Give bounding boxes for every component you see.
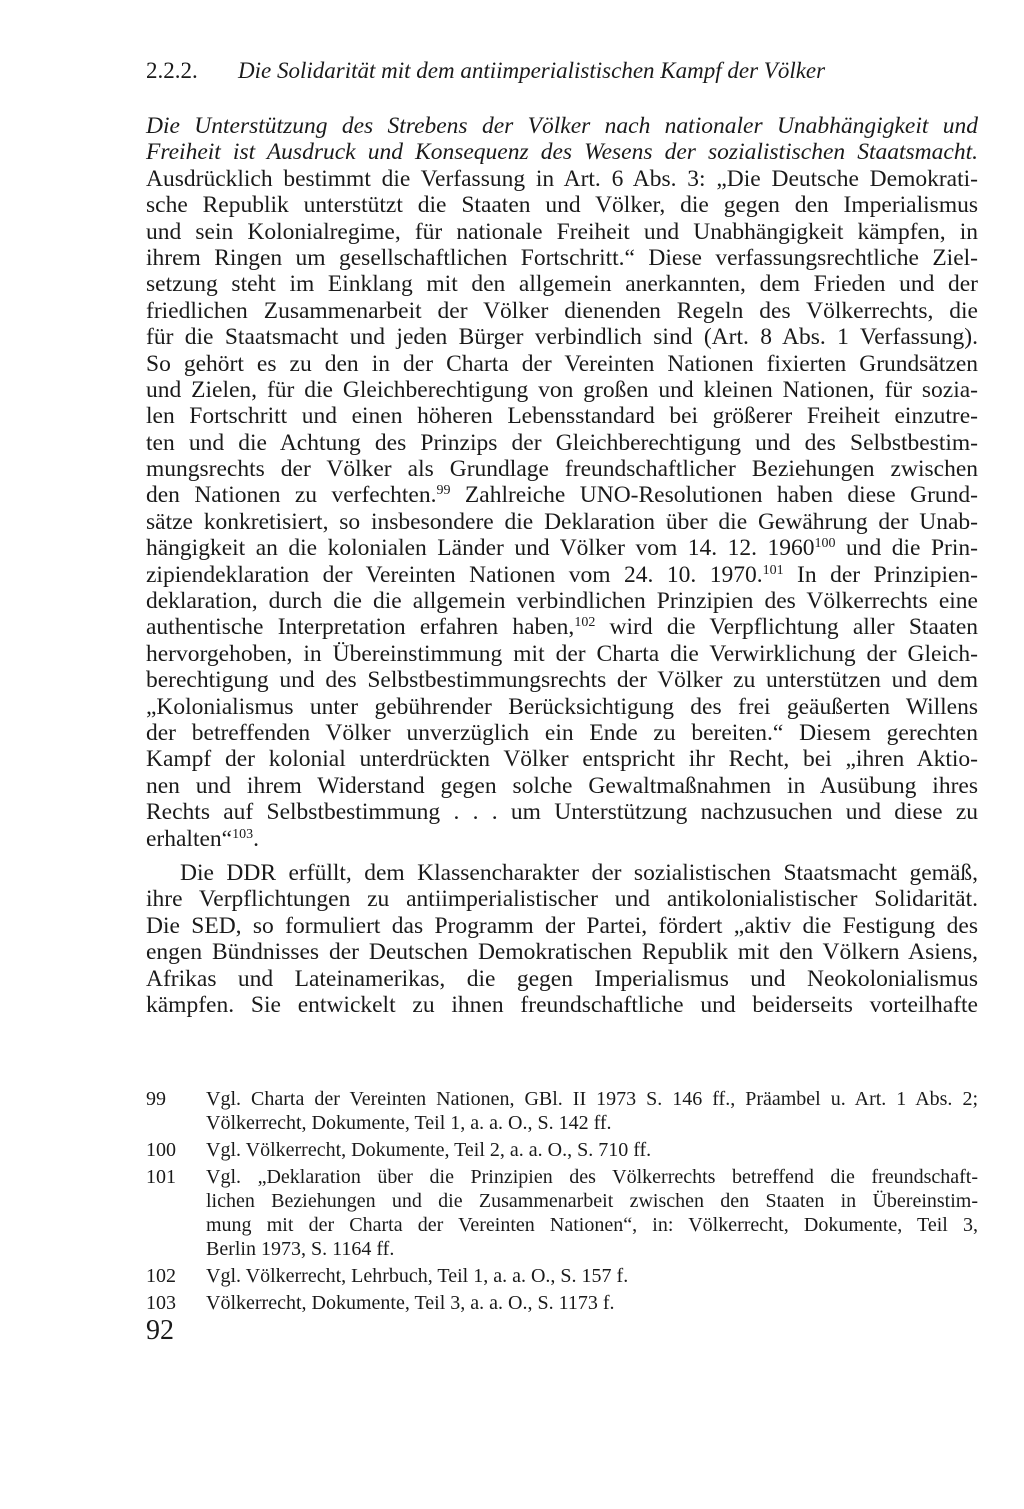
footnote-number: 100 [146,1139,176,1161]
footnote-text: Völkerrecht, Dokumente, Teil 3, a. a. O., S. 1173 f. [206,1292,615,1314]
paragraph [146,860,978,1018]
text-line: und Zielen, für die Gleichberechtigung von großen und kleinen Nationen, für sozia- [146,376,978,403]
text-line: nen und ihrem Widerstand gegen solche Gewaltmaßnahmen in Ausübung ihres [146,772,978,799]
text-line: Afrikas und Lateinamerikas, die gegen Imperialismus und Neokolonialismus [146,965,978,992]
text-line: Die Unterstützung des Strebens der Völker nach nationaler Unabhängigkeit und [146,113,978,139]
text-line: Freiheit ist Ausdruck und Konsequenz des Wesens der sozialistischen Staatsmacht. [146,139,978,166]
footnote-number: 102 [146,1265,176,1287]
paragraph [146,113,978,852]
text-line: Die SED, so formuliert das Programm der Partei, fördert „aktiv die Festigung des [146,912,978,939]
text-line: der betreffenden Völker unverzüglich ein Ende zu bereiten.“ Diesem gerechten [146,719,978,746]
text-line: hervorgehoben, in Übereinstimmung mit der Charta die Verwirklichung der Gleich- [146,640,978,667]
text-line: setzung steht im Einklang mit den allgemein anerkannten, dem Frieden und der [146,271,978,298]
footnotes [146,1087,978,1318]
footnote [146,1291,978,1315]
text-line: mungsrechts der Völker als Grundlage freundschaftlicher Beziehungen zwischen [146,456,978,483]
footnote-number: 101 [146,1166,176,1188]
footnote-reference[interactable]: 103 [232,826,254,842]
text-line: authentische Interpretation erfahren haben,$^{102}$ wird die Verpflichtung aller Staaten [146,614,978,641]
text-line: Kampf der kolonial unterdrückten Völker entspricht ihr Recht, bei „ihren Aktio- [146,746,978,773]
text-line: den Nationen zu verfechten.$^{99}$ Zahlreiche UNO-Resolutionen haben diese Grund- [146,482,978,509]
text-line: Die DDR erfüllt, dem Klassencharakter der sozialistischen Staatsmacht gemäß, [180,859,978,886]
text-line: Ausdrücklich bestimmt die Verfassung in Art. 6 Abs. 3: „Die Deutsche Demokrati- [146,165,978,192]
footnote-reference[interactable]: 101 [762,562,784,578]
text-line: für die Staatsmacht und jeden Bürger verbindlich sind (Art. 8 Abs. 1 Verfassung). [146,324,978,351]
text-line: kämpfen. Sie entwickelt zu ihnen freundschaftliche und beiderseits vorteilhafte [146,991,978,1018]
footnote-reference[interactable]: 99 [436,483,451,499]
footnote [146,1165,978,1261]
text-line: „Kolonialismus unter gebührender Berücksichtigung des frei geäußerten Willens [146,693,978,720]
footnote-reference[interactable]: 100 [814,536,836,552]
text-line: len Fortschritt und einen höheren Lebensstandard bei größerer Freiheit einzutre- [146,403,978,430]
text-line: sätze konkretisiert, so insbesondere die Deklaration über die Gewährung der Unab- [146,508,978,535]
text-line: ten und die Achtung des Prinzips der Gleichberechtigung und des Selbstbestim- [146,429,978,456]
text-line: Rechts auf Selbstbestimmung . . . um Unterstützung nachzusuchen und diese zu [146,799,978,826]
footnote-text: Vgl. Charta der Vereinten Nationen, GBl. II 1973 S. 146 ff., Präambel u. Art. 1 Abs. 2; Völkerrecht, Dokumente, Teil 1, a. a. O., S. 142 ff. [206,1088,978,1134]
text-line: ihrem Ringen um gesellschaftlichen Fortschritt.“ Diese verfassungsrechtliche Ziel- [146,244,978,271]
footnote-number: 99 [146,1088,166,1110]
page-number: 92 [146,1315,174,1346]
footnote-reference[interactable]: 102 [574,615,596,631]
text-line: engen Bündnisses der Deutschen Demokratischen Republik mit den Völkern Asiens, [146,939,978,966]
footnote-text: Vgl. „Deklaration über die Prinzipien des Völkerrechts betreffend die freundschaft- lichen Beziehungen und die Zusammenarbeit zwischen den Staaten in Übereinstim- mung mit der Charta der Vereinten Nationen“, in: Völkerrecht, Dokumente, Teil 3, Berlin 1973, S. 1164 ff. [206,1166,978,1260]
footnote [146,1264,978,1288]
footnote [146,1087,978,1135]
text-line: hängigkeit an die kolonialen Länder und Völker vom 14. 12. 1960$^{100}$ und die Prin- [146,535,978,562]
text-line: sche Republik unterstützt die Staaten und Völker, die gegen den Imperialismus [146,192,978,219]
text-line: erhalten“$^{103}$. [146,825,259,852]
footnote-number: 103 [146,1292,176,1314]
section-heading [146,56,986,86]
text-line: und sein Kolonialregime, für nationale Freiheit und Unabhängigkeit kämpfen, in [146,218,978,245]
text-line: friedlichen Zusammenarbeit der Völker dienenden Regeln des Völkerrechts, die [146,297,978,324]
text-line: zipiendeklaration der Vereinten Nationen vom 24. 10. 1970.$^{101}$ In der Prinzipien- [146,561,978,588]
section-number: 2.2.2. [146,58,198,83]
text-line: berechtigung und des Selbstbestimmungsrechts der Völker zu unterstützen und dem [146,667,978,694]
text-line: deklaration, durch die die allgemein verbindlichen Prinzipien des Völkerrechts eine [146,588,978,615]
text-line: ihre Verpflichtungen zu antiimperialistischer und antikolonialistischer Solidarität. [146,886,978,913]
body-text [146,113,978,1018]
footnote-text: Vgl. Völkerrecht, Dokumente, Teil 2, a. a. O., S. 710 ff. [206,1139,652,1161]
footnote [146,1138,978,1162]
section-title: Die Solidarität mit dem antiimperialistischen Kampf der Völker [238,58,826,83]
text-line: So gehört es zu den in der Charta der Vereinten Nationen fixierten Grundsätzen [146,350,978,377]
footnote-text: Vgl. Völkerrecht, Lehrbuch, Teil 1, a. a. O., S. 157 f. [206,1265,629,1287]
